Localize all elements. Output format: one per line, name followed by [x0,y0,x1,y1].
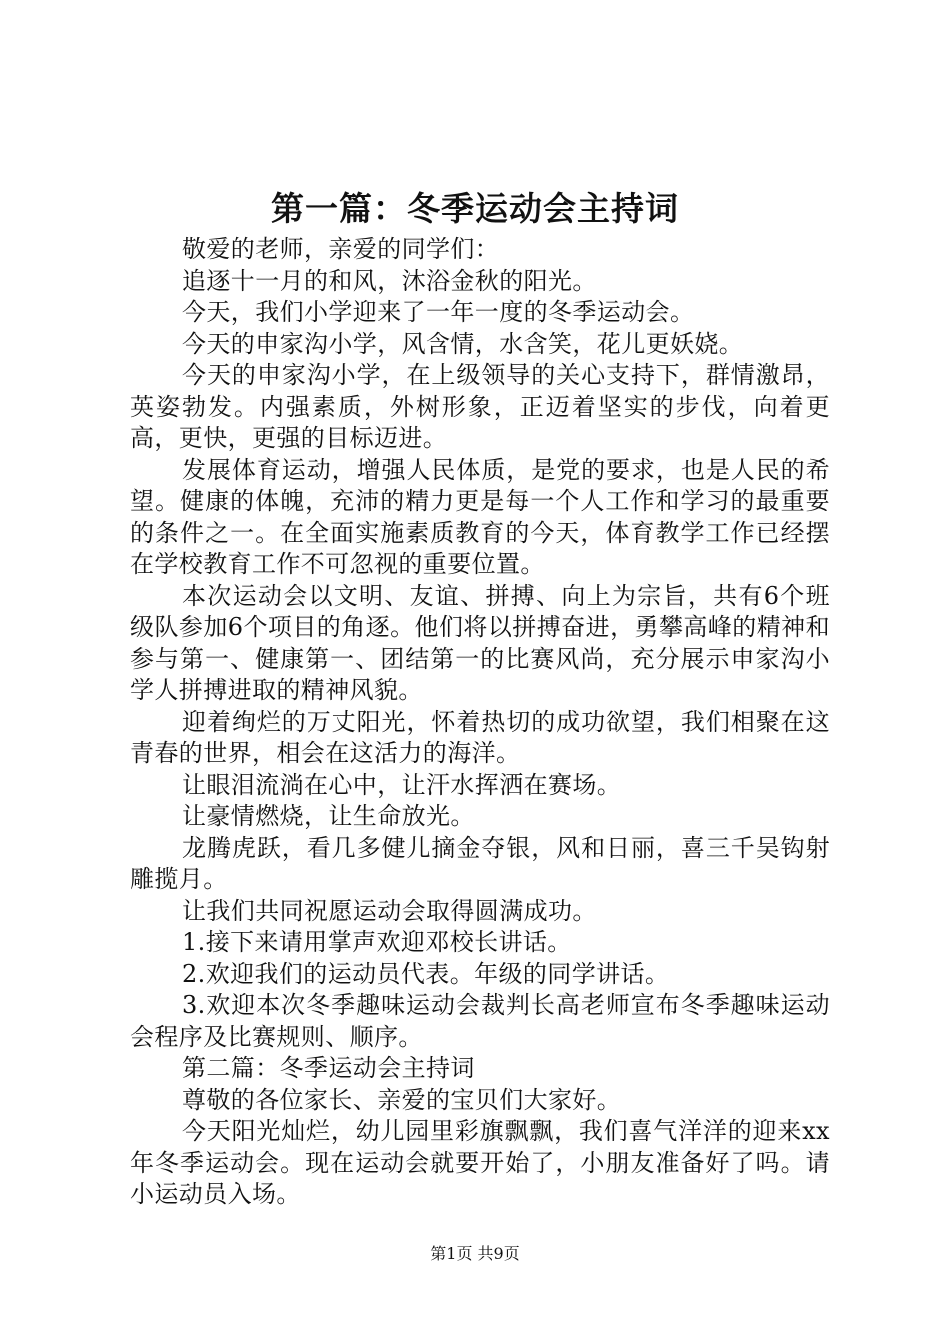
paragraph: 今天阳光灿烂，幼儿园里彩旗飘飘，我们喜气洋洋的迎来xx年冬季运动会。现在运动会就要开始了，小朋友准备好了吗。请小运动员入场。 [130,1117,830,1208]
paragraph: 本次运动会以文明、友谊、拼搏、向上为宗旨，共有6个班级队参加6个项目的角逐。他们将以拼搏奋进，勇攀高峰的精神和参与第一、健康第一、团结第一的比赛风尚，充分展示申家沟小学人拼搏进取的精神风貌。 [130,581,830,704]
document-title: 第一篇：冬季运动会主持词 [271,189,679,228]
paragraph: 追逐十一月的和风，沐浴金秋的阳光。 [182,266,597,295]
page-footer: 第1页 共9页 [430,1244,520,1263]
paragraph: 尊敬的各位家长、亲爱的宝贝们大家好。 [182,1085,622,1114]
paragraph: 发展体育运动，增强人民体质，是党的要求，也是人民的希望。健康的体魄，充沛的精力更是每一个人工作和学习的最重要的条件之一。在全面实施素质教育的今天，体育教学工作已经摆在学校教育工作不可忽视的重要位置。 [130,455,830,578]
paragraph: 让我们共同祝愿运动会取得圆满成功。 [182,896,597,925]
list-item: 1.接下来请用掌声欢迎邓校长讲话。 [182,928,572,956]
paragraph: 今天的申家沟小学，风含情，水含笑，花儿更妖娆。 [182,329,744,358]
paragraph: 让眼泪流淌在心中，让汗水挥洒在赛场。 [182,770,622,799]
document-body [130,234,830,1211]
paragraph: 让豪情燃烧，让生命放光。 [182,802,475,830]
paragraph: 今天的申家沟小学，在上级领导的关心支持下，群情激昂，英姿勃发。内强素质，外树形象，正迈着坚实的步伐，向着更高，更快，更强的目标迈进。 [130,361,830,452]
section-heading: 第二篇：冬季运动会主持词 [182,1054,475,1082]
paragraph: 龙腾虎跃，看几多健儿摘金夺银，风和日丽，喜三千吴钩射雕揽月。 [130,833,830,893]
paragraph: 今天，我们小学迎来了一年一度的冬季运动会。 [182,298,695,326]
list-item: 2.欢迎我们的运动员代表。年级的同学讲话。 [182,959,670,988]
list-item: 3.欢迎本次冬季趣味运动会裁判长高老师宣布冬季趣味运动会程序及比赛规则、顺序。 [130,991,830,1051]
paragraph: 敬爱的老师，亲爱的同学们： [182,235,500,263]
paragraph: 迎着绚烂的万丈阳光，怀着热切的成功欲望，我们相聚在这青春的世界，相会在这活力的海洋。 [130,707,830,767]
